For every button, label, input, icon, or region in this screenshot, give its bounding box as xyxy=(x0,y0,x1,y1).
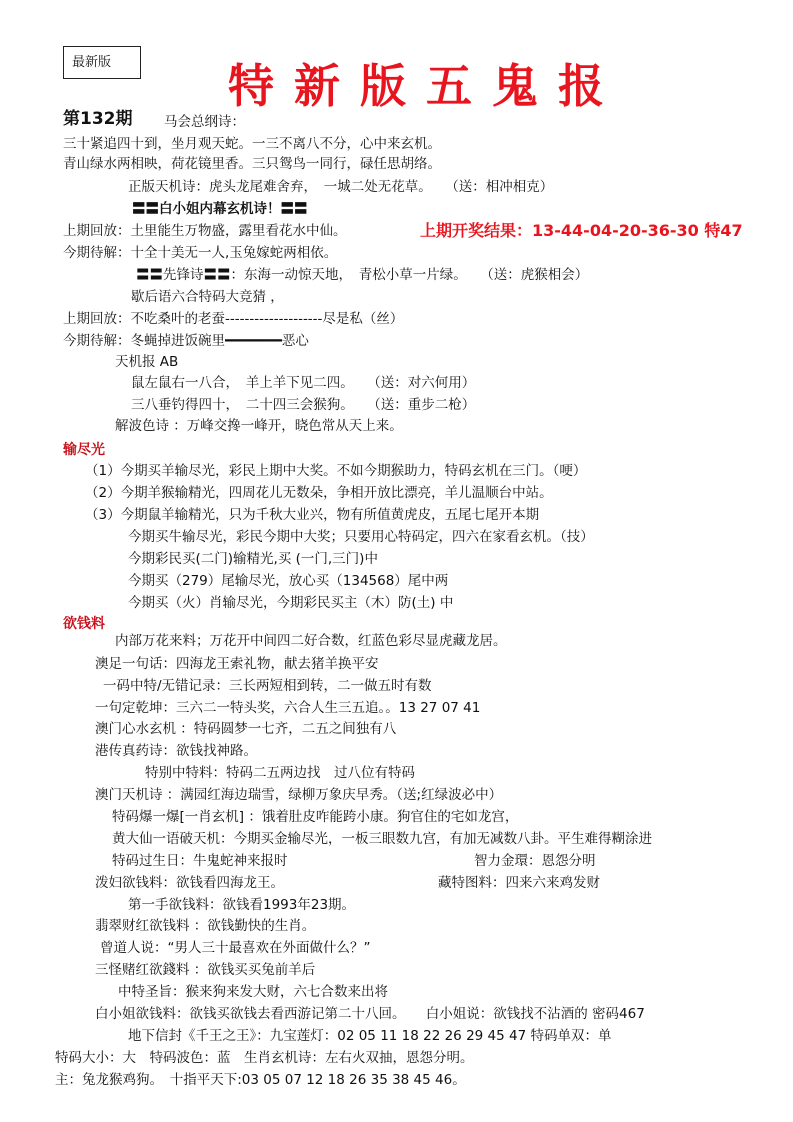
text-line: （2）今期羊猴输精光，四周花儿无数朵，争相开放比漂亮，羊儿温顺台中站。 xyxy=(85,485,553,501)
text-line: 特码爆一爆[一肖玄机] ：饿着肚皮咋能跨小康。狗官住的宅如龙宫， xyxy=(112,809,519,825)
text-line: 上期回放：不吃桑叶的老蚕--------------------尽是私（丝） xyxy=(63,311,404,327)
text-line: 澳门心水玄机 ：特码圆梦一七齐，二五之间独有八 xyxy=(95,721,397,737)
text-line: 〓〓先锋诗〓〓：东海一动惊天地， 青松小草一片绿。 （送：虎猴相会） xyxy=(136,267,589,283)
issue-number: 第132期 xyxy=(63,109,133,129)
text-line: 三八垂钓得四十， 二十四三会猴狗。 （送：重步二枪） xyxy=(131,397,476,413)
text-line: 泼妇欲钱料：欲钱看四海龙王。 xyxy=(95,875,284,891)
text-line: 三十紧追四十到，坐月观天蛇。一三不离八不分，心中来玄机。 xyxy=(63,136,441,152)
text-line: 中特圣旨：猴来狗来发大财，六七合数来出将 xyxy=(118,984,388,1000)
section-heading: 欲钱料 xyxy=(63,616,105,632)
edition-badge: 最新版 xyxy=(63,46,141,79)
text-line: 鼠左鼠右一八合， 羊上羊下见二四。 （送：对六何用） xyxy=(131,375,476,391)
text-line: 一码中特/无错记录：三长两短相到转，二一做五时有数 xyxy=(103,678,432,694)
text-line: 黄大仙一语破天机：今期买金输尽光，一板三眼数九宫，有加无减数八卦。平生难得糊涂进 xyxy=(112,831,652,847)
result-banner: 上期开奖结果：13-44-04-20-36-30 特47 xyxy=(420,221,743,240)
text-line: 今期彩民买(二门)输精光,买 (一门,三门)中 xyxy=(128,551,378,567)
text-line: 智力金環：恩怨分明 xyxy=(474,853,596,869)
text-line: 今期待解：冬蝇掉进饭碗里━━━━━━━恶心 xyxy=(63,333,309,349)
text-line: 今期买（火）肖输尽光，今期彩民买主（木）防(土) 中 xyxy=(128,595,454,611)
text-line: 今期买（279）尾输尽光，放心买（134568）尾中两 xyxy=(128,573,449,589)
text-line: 今期待解：十全十美无一人,玉兔嫁蛇两相依。 xyxy=(63,245,338,261)
text-line: 歇后语六合特码大竞猜 ， xyxy=(131,289,284,305)
section-heading: 输尽光 xyxy=(63,442,105,458)
text-line: 内部万花来料；万花开中间四二好合数，红蓝色彩尽显虎藏龙居。 xyxy=(115,633,507,649)
text-line: （3）今期鼠羊输精光，只为千秋大业兴，物有所值黄虎皮，五尾七尾开本期 xyxy=(85,507,540,523)
text-line: 特别中特料：特码二五两边找 过八位有特码 xyxy=(145,765,415,781)
text-line: 第一手欲钱料：欲钱看1993年23期。 xyxy=(128,897,356,913)
text-line: 天机报 AB xyxy=(115,354,179,370)
text-line: 地下信封《千王之王》：九宝莲灯：02 05 11 18 22 26 29 45 47 特码单双：单 xyxy=(128,1028,612,1044)
text-line: 澳足一句话：四海龙王索礼物，献去猪羊换平安 xyxy=(95,656,379,672)
text-line: 藏特图料：四来六来鸡发财 xyxy=(438,875,600,891)
text-line: 澳门天机诗 ：满园红海边瑞雪，绿柳万象庆早秀。（送;红绿波必中） xyxy=(95,787,503,803)
text-line: 白小姐欲钱料：欲钱买欲钱去看西游记第二十八回。 白小姐说：欲钱找不沾酒的 密码467 xyxy=(95,1006,645,1022)
text-line: 港传真药诗：欲钱找神路。 xyxy=(95,743,257,759)
text-line: 上期回放：土里能生万物盛，露里看花水中仙。 xyxy=(63,223,347,239)
subtitle: 马会总纲诗： xyxy=(164,114,245,130)
text-line: （1）今期买羊输尽光，彩民上期中大奖。不如今期猴助力，特码玄机在三门。（哽） xyxy=(85,463,587,479)
text-line: 特码大小：大 特码波色：蓝 生肖玄机诗：左右火双抽，恩怨分明。 xyxy=(55,1050,474,1066)
text-line: 〓〓白小姐内幕玄机诗！〓〓 xyxy=(132,201,308,217)
text-line: 解波色诗 ：万峰交搀一峰开，晓色常从天上来。 xyxy=(115,418,403,434)
text-line: 一句定乾坤：三六二一特头奖，六合人生三五追。。13 27 07 41 xyxy=(95,700,481,716)
text-line: 青山绿水两相映，荷花镜里香。三只鸳鸟一同行，碌任思胡络。 xyxy=(63,156,441,172)
text-line: 曾道人说：“男人三十最喜欢在外面做什么？” xyxy=(100,940,371,956)
text-line: 特码过生日：牛鬼蛇神来报时 xyxy=(112,853,288,869)
text-line: 翡翠财红欲钱料 ：欲钱勤快的生肖。 xyxy=(95,918,316,934)
text-line: 三怪赌红欲錢料 ：欲钱买买兔前羊后 xyxy=(95,962,316,978)
text-line: 今期买牛输尽光，彩民今期中大奖；只要用心特码定，四六在家看玄机。（技） xyxy=(128,529,594,545)
page-title: 特新版五鬼报 xyxy=(228,59,624,113)
text-line: 正版天机诗：虎头龙尾难舍弃， 一城二处无花草。 （送：相冲相克） xyxy=(128,179,554,195)
text-line: 主：兔龙猴鸡狗。 十指平天下:03 05 07 12 18 26 35 38 45 46。 xyxy=(55,1072,466,1088)
